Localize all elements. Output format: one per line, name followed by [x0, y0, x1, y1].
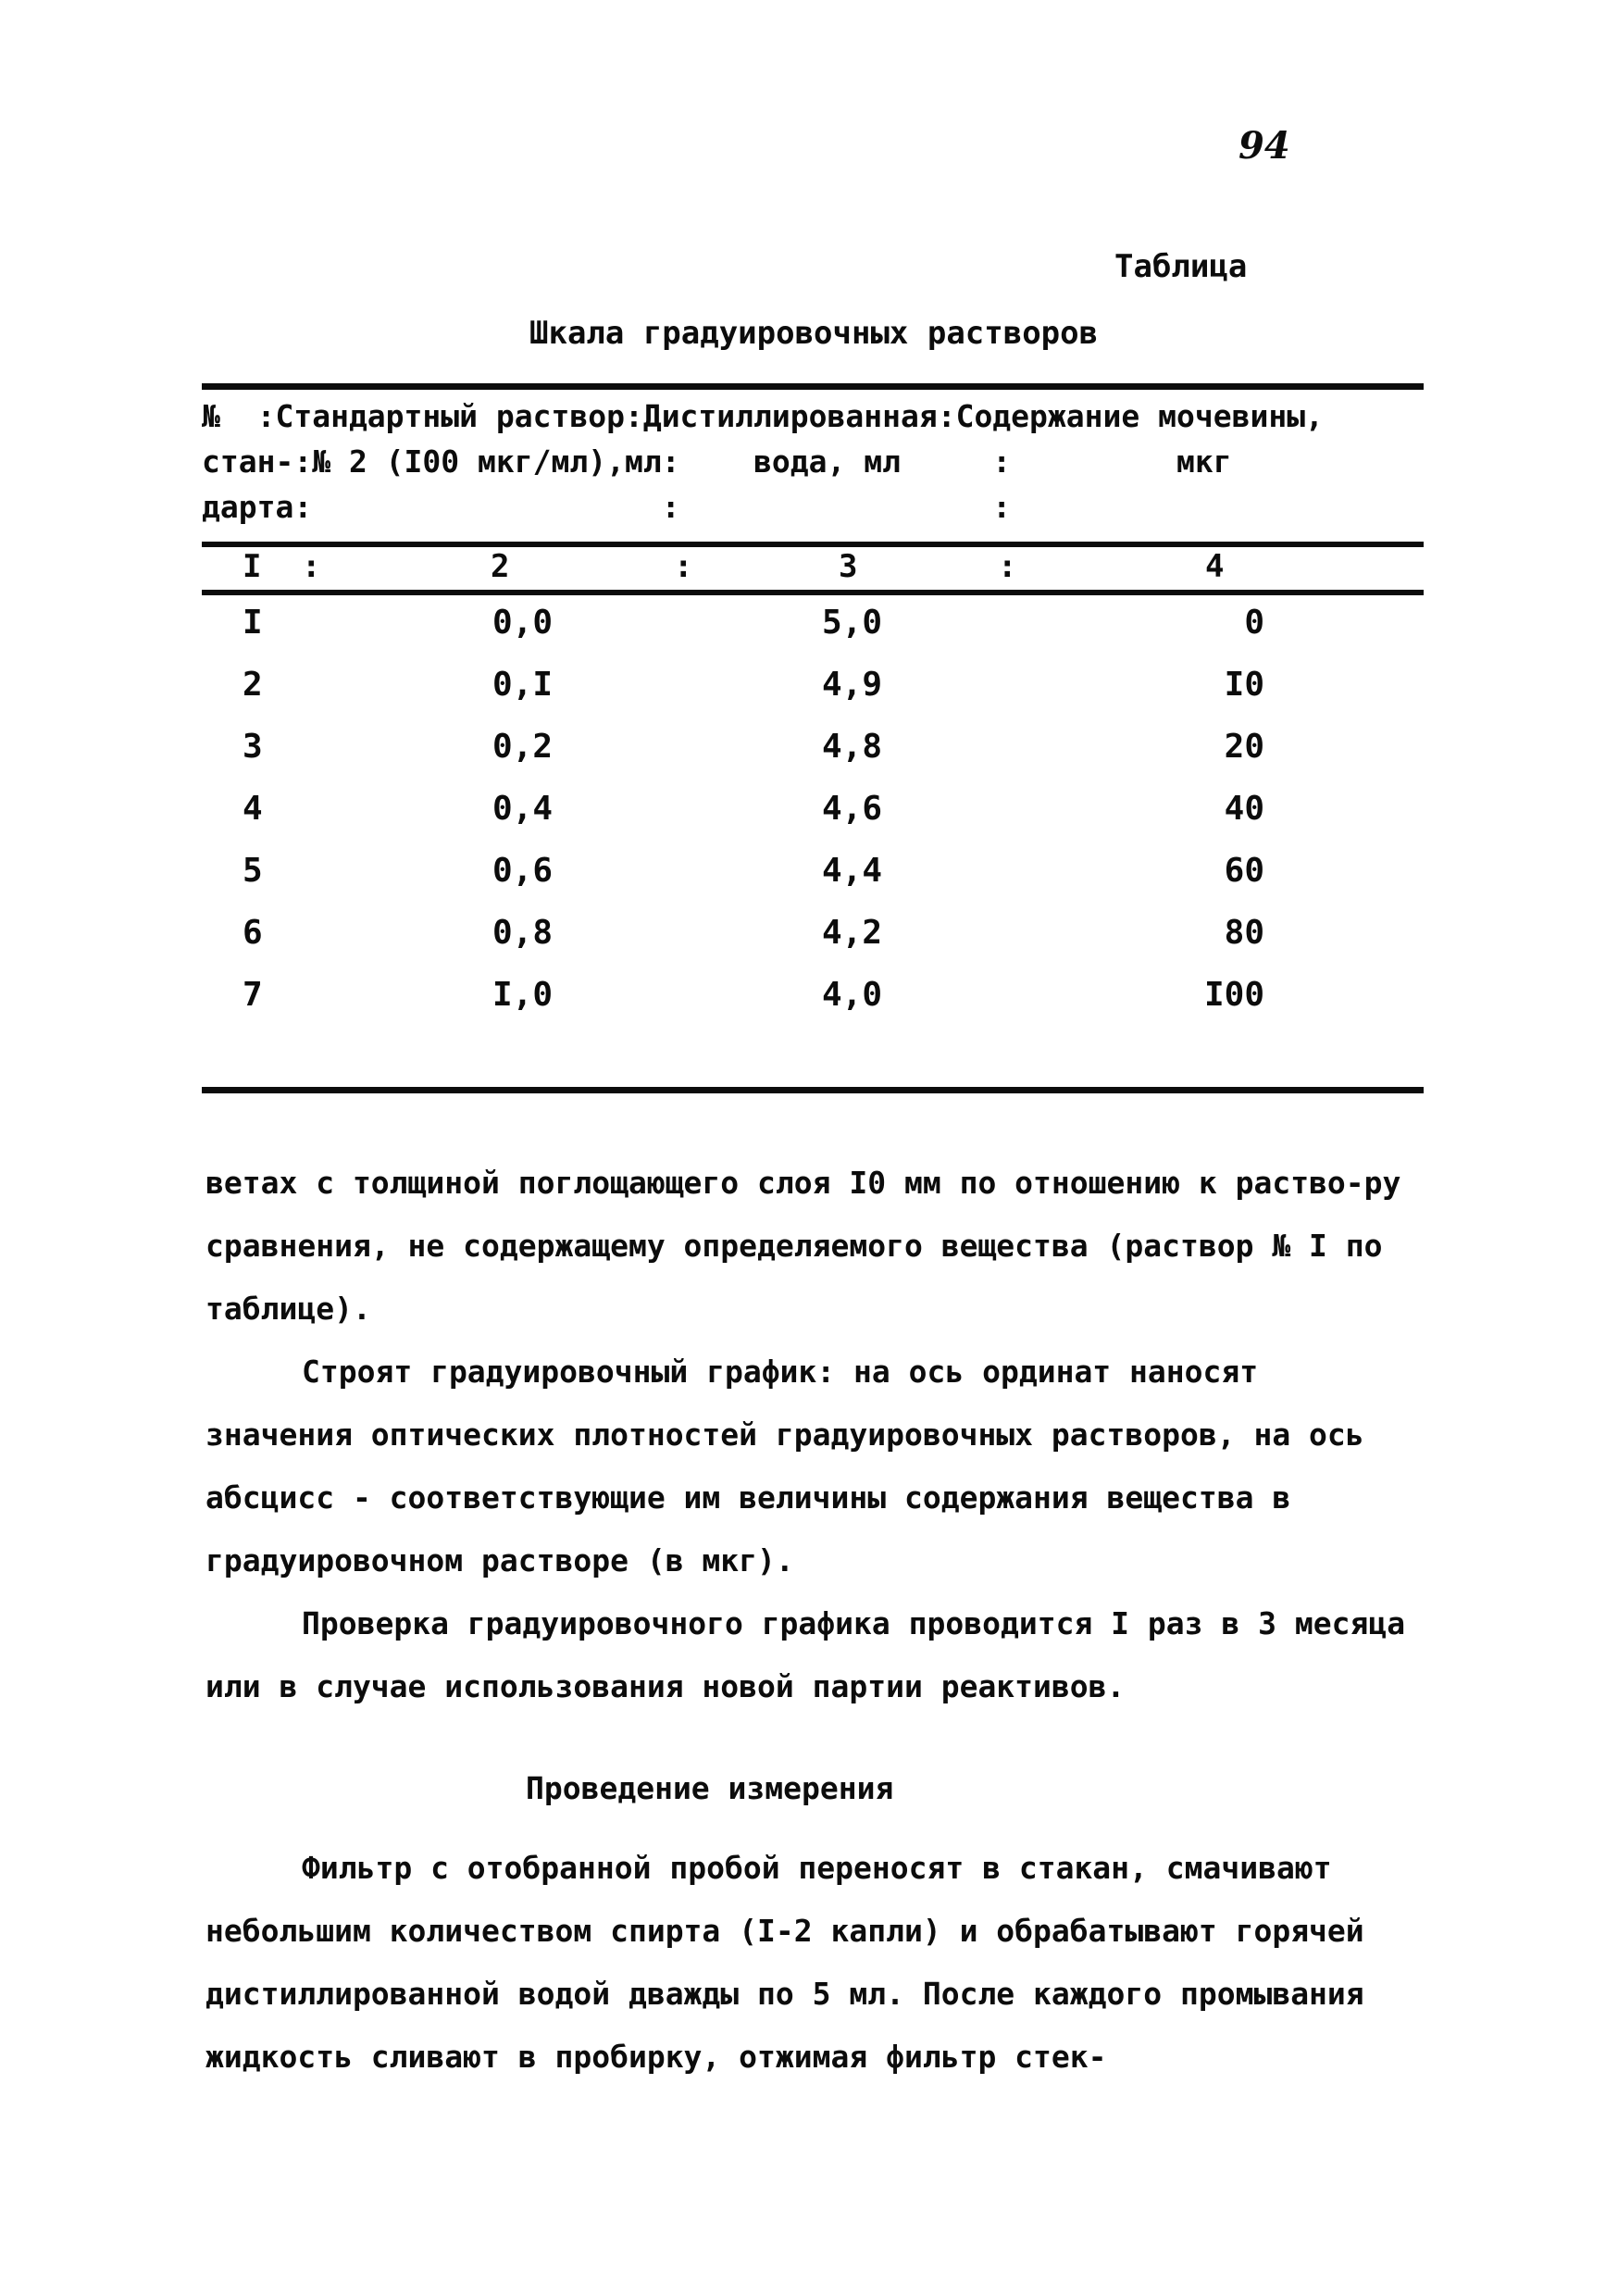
- page-number: 94: [1238, 124, 1290, 168]
- table-cell: 40: [1224, 790, 1264, 828]
- table-cell: 5,0: [822, 604, 883, 642]
- table-header-line: стан-:№ 2 (I00 мкг/мл),мл: вода, мл : мкг: [202, 443, 1232, 480]
- table-cell: 6: [243, 914, 263, 952]
- table-numbering-rule: [202, 590, 1424, 595]
- table-cell: 4: [243, 790, 263, 828]
- column-number: 3: [839, 548, 858, 585]
- table-cell: 4,6: [822, 790, 883, 828]
- table-cell: I: [243, 604, 263, 642]
- table-caption: Шкала градуировочных растворов: [529, 315, 1099, 352]
- table-cell: 4,8: [822, 728, 883, 766]
- table-cell: I0: [1224, 666, 1264, 704]
- table-cell: 20: [1224, 728, 1264, 766]
- table-cell: 5: [243, 852, 263, 890]
- table-cell: 4,2: [822, 914, 883, 952]
- table-cell: 3: [243, 728, 263, 766]
- paragraph: Проверка градуировочного графика проводится I раз в 3 месяца или в случае использования новой партии реактивов.: [205, 1605, 1406, 1704]
- table-bottom-rule: [202, 1087, 1424, 1093]
- column-separator: :: [674, 548, 693, 585]
- column-separator: :: [998, 548, 1017, 585]
- table-cell: 60: [1224, 852, 1264, 890]
- section-title: Проведение измерения: [526, 1770, 894, 1806]
- table-header-rule: [202, 542, 1424, 547]
- table-header-line: № :Стандартный раствор:Дистиллированная:Содержание мочевины,: [202, 398, 1324, 434]
- table-cell: 80: [1224, 914, 1264, 952]
- table-cell: 0,8: [492, 914, 554, 952]
- table-cell: 2: [243, 666, 263, 704]
- table-cell: 0,6: [492, 852, 554, 890]
- table-header-line: дарта: : :: [202, 489, 1012, 525]
- table-label: Таблица: [1114, 248, 1248, 285]
- column-number: 4: [1205, 548, 1225, 585]
- column-number: I: [243, 548, 262, 585]
- column-number: 2: [491, 548, 510, 585]
- table-cell: 7: [243, 976, 263, 1014]
- table-cell: I,0: [492, 976, 554, 1014]
- paragraph: Фильтр с отобранной пробой переносят в стакан, смачивают небольшим количеством спирта (I-2 капли) и обрабатывают горячей дистиллированной водой дважды по 5 мл. После каждого промывания жидкость сливают в пробирку, отжимая фильтр стек-: [205, 1850, 1364, 2075]
- table-cell: I00: [1203, 976, 1264, 1014]
- table-cell: 0,2: [492, 728, 554, 766]
- paragraph: ветах с толщиной поглощающего слоя I0 мм по отношению к раство-ру сравнения, не содержащему определяемого вещества (раствор № I по таблице).: [205, 1165, 1401, 1327]
- table-cell: 0,4: [492, 790, 554, 828]
- table-cell: 0,0: [492, 604, 554, 642]
- column-separator: :: [302, 548, 321, 585]
- table-cell: 4,0: [822, 976, 883, 1014]
- table-cell: 0: [1244, 604, 1264, 642]
- paragraph: Строят градуировочный график: на ось ординат наносят значения оптических плотностей градуировочных растворов, на ось абсцисс - соответствующие им величины содержания вещества в градуировочном растворе (в мкг).: [205, 1354, 1364, 1578]
- table-cell: 4,9: [822, 666, 883, 704]
- table-cell: 0,I: [492, 666, 554, 704]
- table-cell: 4,4: [822, 852, 883, 890]
- table-top-rule: [202, 383, 1424, 390]
